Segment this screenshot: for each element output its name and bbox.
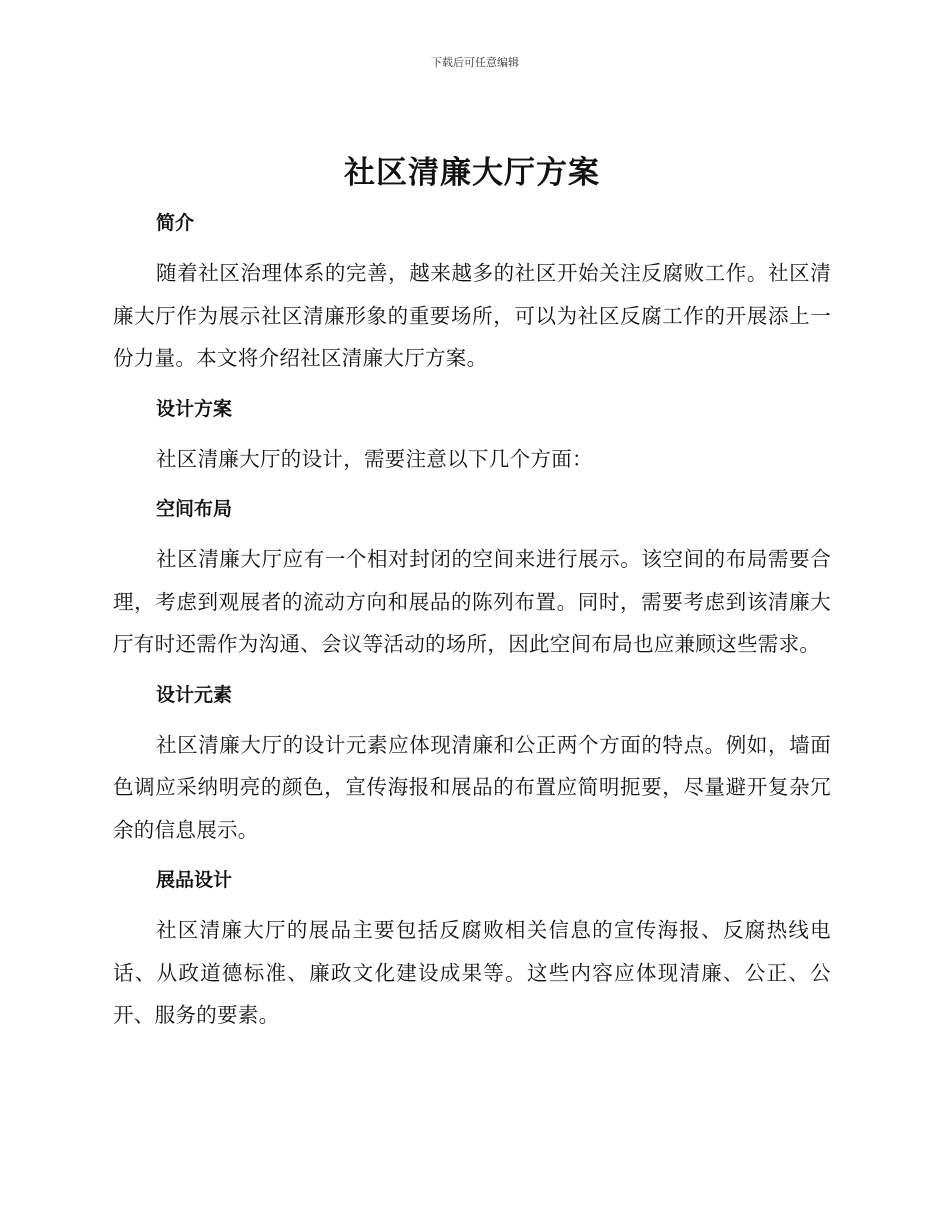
document-title: 社区清廉大厅方案 (344, 155, 600, 191)
section-design-plan (113, 394, 831, 481)
section-heading: 展品设计 (156, 869, 233, 891)
section-heading: 设计元素 (156, 683, 233, 706)
section-paragraph: 社区清廉大厅的设计元素应体现清廉和公正两个方面的特点。例如，墙面色调应采纳明亮的颜色，宣传海报和展品的布置应简明扼要，尽量避开复杂冗余的信息展示。 (113, 732, 831, 842)
section-design-elements (113, 680, 831, 852)
section-paragraph: 社区清廉大厅的设计，需要注意以下几个方面： (156, 446, 593, 471)
section-paragraph: 随着社区治理体系的完善，越来越多的社区开始关注反腐败工作。社区清廉大厅作为展示社区清廉形象的重要场所，可以为社区反腐工作的开展添上一份力量。本文将介绍社区清廉大厅方案。 (113, 261, 831, 370)
section-heading: 简介 (156, 212, 195, 234)
section-paragraph: 社区清廉大厅的展品主要包括反腐败相关信息的宣传海报、反腐热线电话、从政道德标准、廉政文化建设成果等。这些内容应体现清廉、公正、公开、服务的要素。 (113, 918, 831, 1027)
section-paragraph: 社区清廉大厅应有一个相对封闭的空间来进行展示。该空间的布局需要合理，考虑到观展者的流动方向和展品的陈列布置。同时，需要考虑到该清廉大厅有时还需作为沟通、会议等活动的场所，因此空间布局也应兼顾这些需求。 (113, 547, 831, 656)
page-header-note: 下载后可任意编辑 (431, 56, 519, 69)
document-body (113, 148, 831, 1051)
section-heading: 空间布局 (156, 498, 233, 520)
section-exhibit-design (113, 865, 831, 1037)
section-intro (113, 208, 831, 380)
section-heading: 设计方案 (156, 397, 233, 420)
section-space-layout (113, 494, 831, 666)
